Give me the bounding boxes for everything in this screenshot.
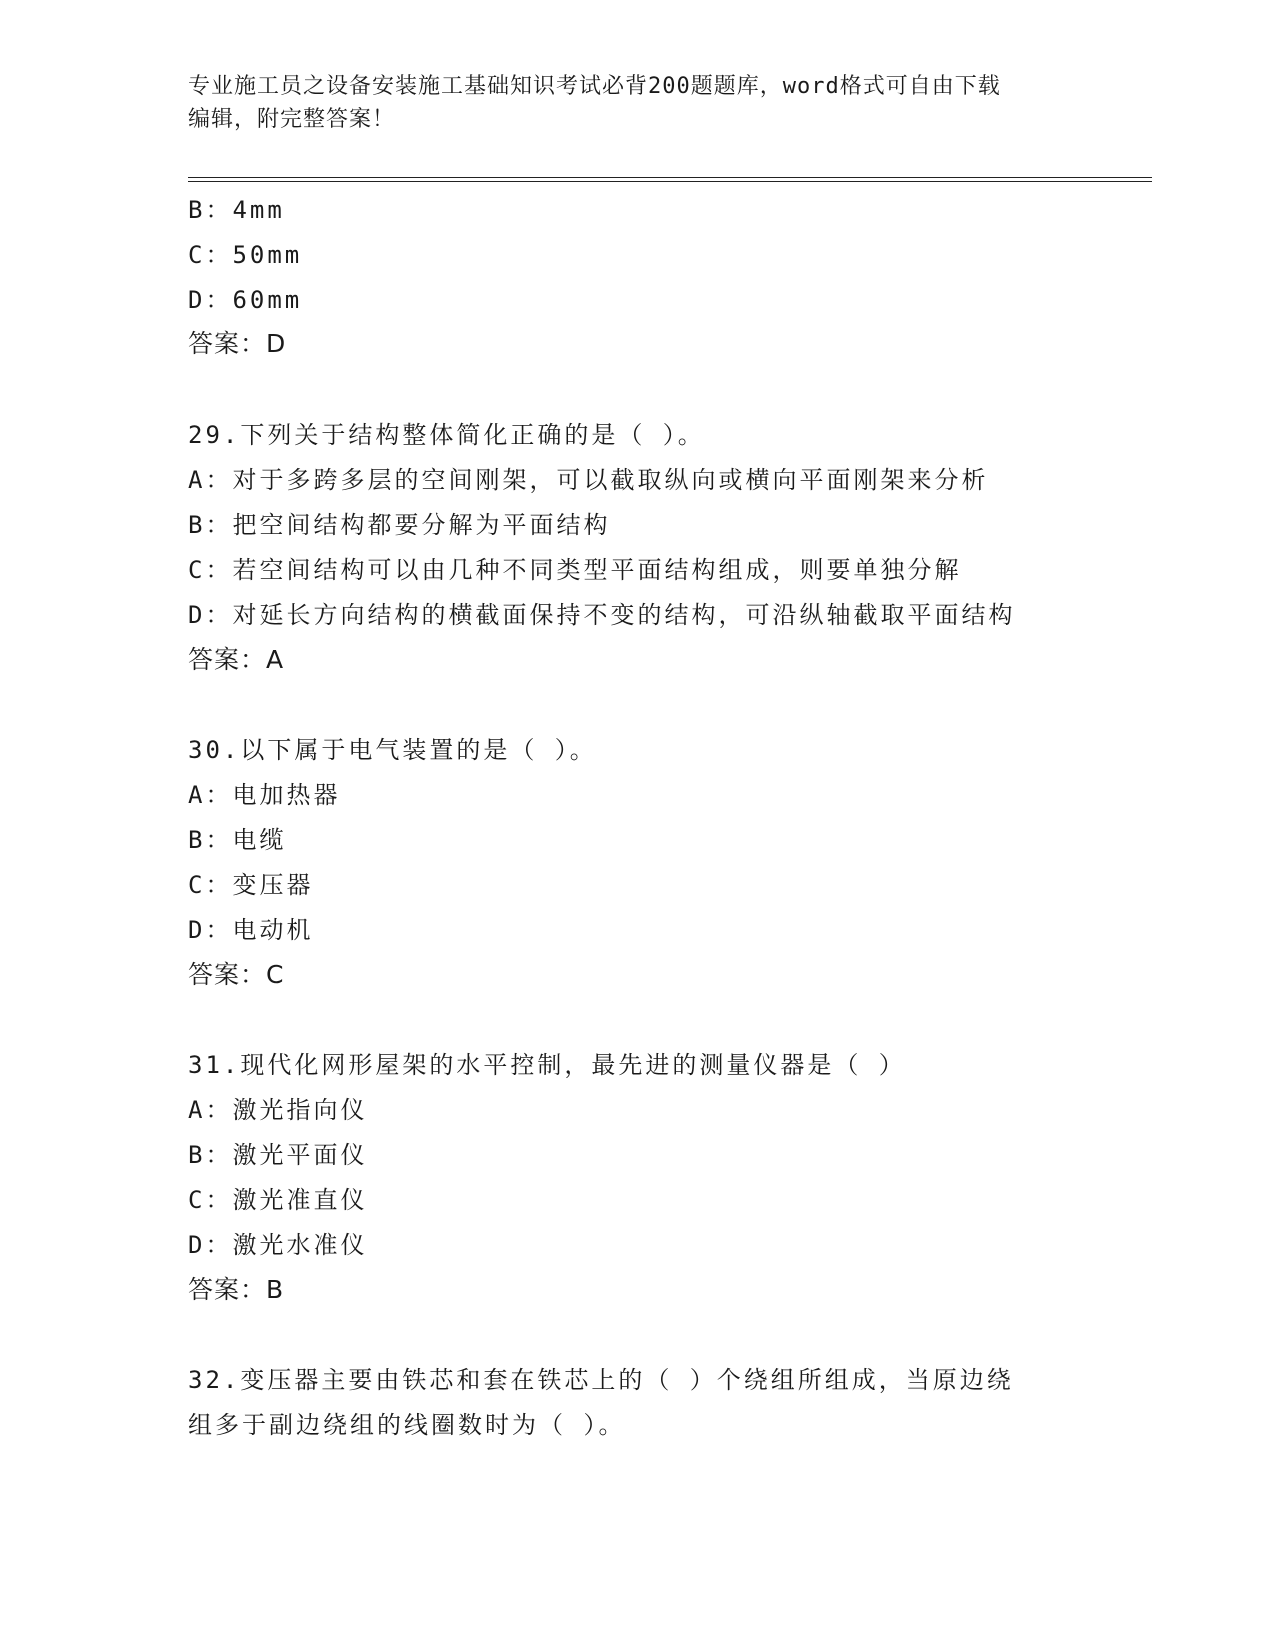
question-29-option-c: C：若空间结构可以由几种不同类型平面结构组成，则要单独分解 bbox=[188, 556, 962, 584]
option-c: C：50mm bbox=[188, 241, 303, 269]
question-32-stem-line1: 32.变压器主要由铁芯和套在铁芯上的（ ）个绕组所组成，当原边绕 bbox=[188, 1366, 1014, 1394]
question-31-answer: 答案：B bbox=[188, 1275, 285, 1304]
header-divider-bottom bbox=[188, 181, 1152, 182]
question-32-stem-line2: 组多于副边绕组的线圈数时为（ ）。 bbox=[188, 1411, 626, 1439]
question-29-option-a: A：对于多跨多层的空间刚架，可以截取纵向或横向平面刚架来分析 bbox=[188, 466, 989, 494]
answer-label: 答案：D bbox=[188, 329, 287, 358]
question-31-option-c: C：激光准直仪 bbox=[188, 1186, 368, 1214]
question-31-option-b: B：激光平面仪 bbox=[188, 1141, 368, 1169]
question-31-stem: 31.现代化网形屋架的水平控制，最先进的测量仪器是（ ） bbox=[188, 1051, 906, 1079]
question-30-option-b: B：电缆 bbox=[188, 826, 287, 854]
question-29-option-b: B：把空间结构都要分解为平面结构 bbox=[188, 511, 611, 539]
question-29-answer: 答案：A bbox=[188, 645, 285, 674]
question-31-option-d: D：激光水准仪 bbox=[188, 1231, 368, 1259]
option-d: D：60mm bbox=[188, 286, 303, 314]
question-30-stem: 30.以下属于电气装置的是（ ）。 bbox=[188, 736, 597, 764]
option-b: B：4mm bbox=[188, 196, 285, 224]
header-divider-top bbox=[188, 177, 1152, 178]
header-title-line2: 编辑，附完整答案！ bbox=[188, 107, 396, 132]
question-31-option-a: A：激光指向仪 bbox=[188, 1096, 368, 1124]
question-29-stem: 29.下列关于结构整体简化正确的是（ ）。 bbox=[188, 421, 705, 449]
question-30-option-d: D：电动机 bbox=[188, 916, 314, 944]
question-30-option-a: A：电加热器 bbox=[188, 781, 341, 809]
question-29-option-d: D：对延长方向结构的横截面保持不变的结构，可沿纵轴截取平面结构 bbox=[188, 601, 1016, 629]
question-30-answer: 答案：C bbox=[188, 960, 285, 989]
header-title-line1: 专业施工员之设备安装施工基础知识考试必背200题题库，word格式可自由下载 bbox=[188, 74, 1001, 99]
document-header bbox=[188, 70, 1088, 136]
question-30-option-c: C：变压器 bbox=[188, 871, 314, 899]
